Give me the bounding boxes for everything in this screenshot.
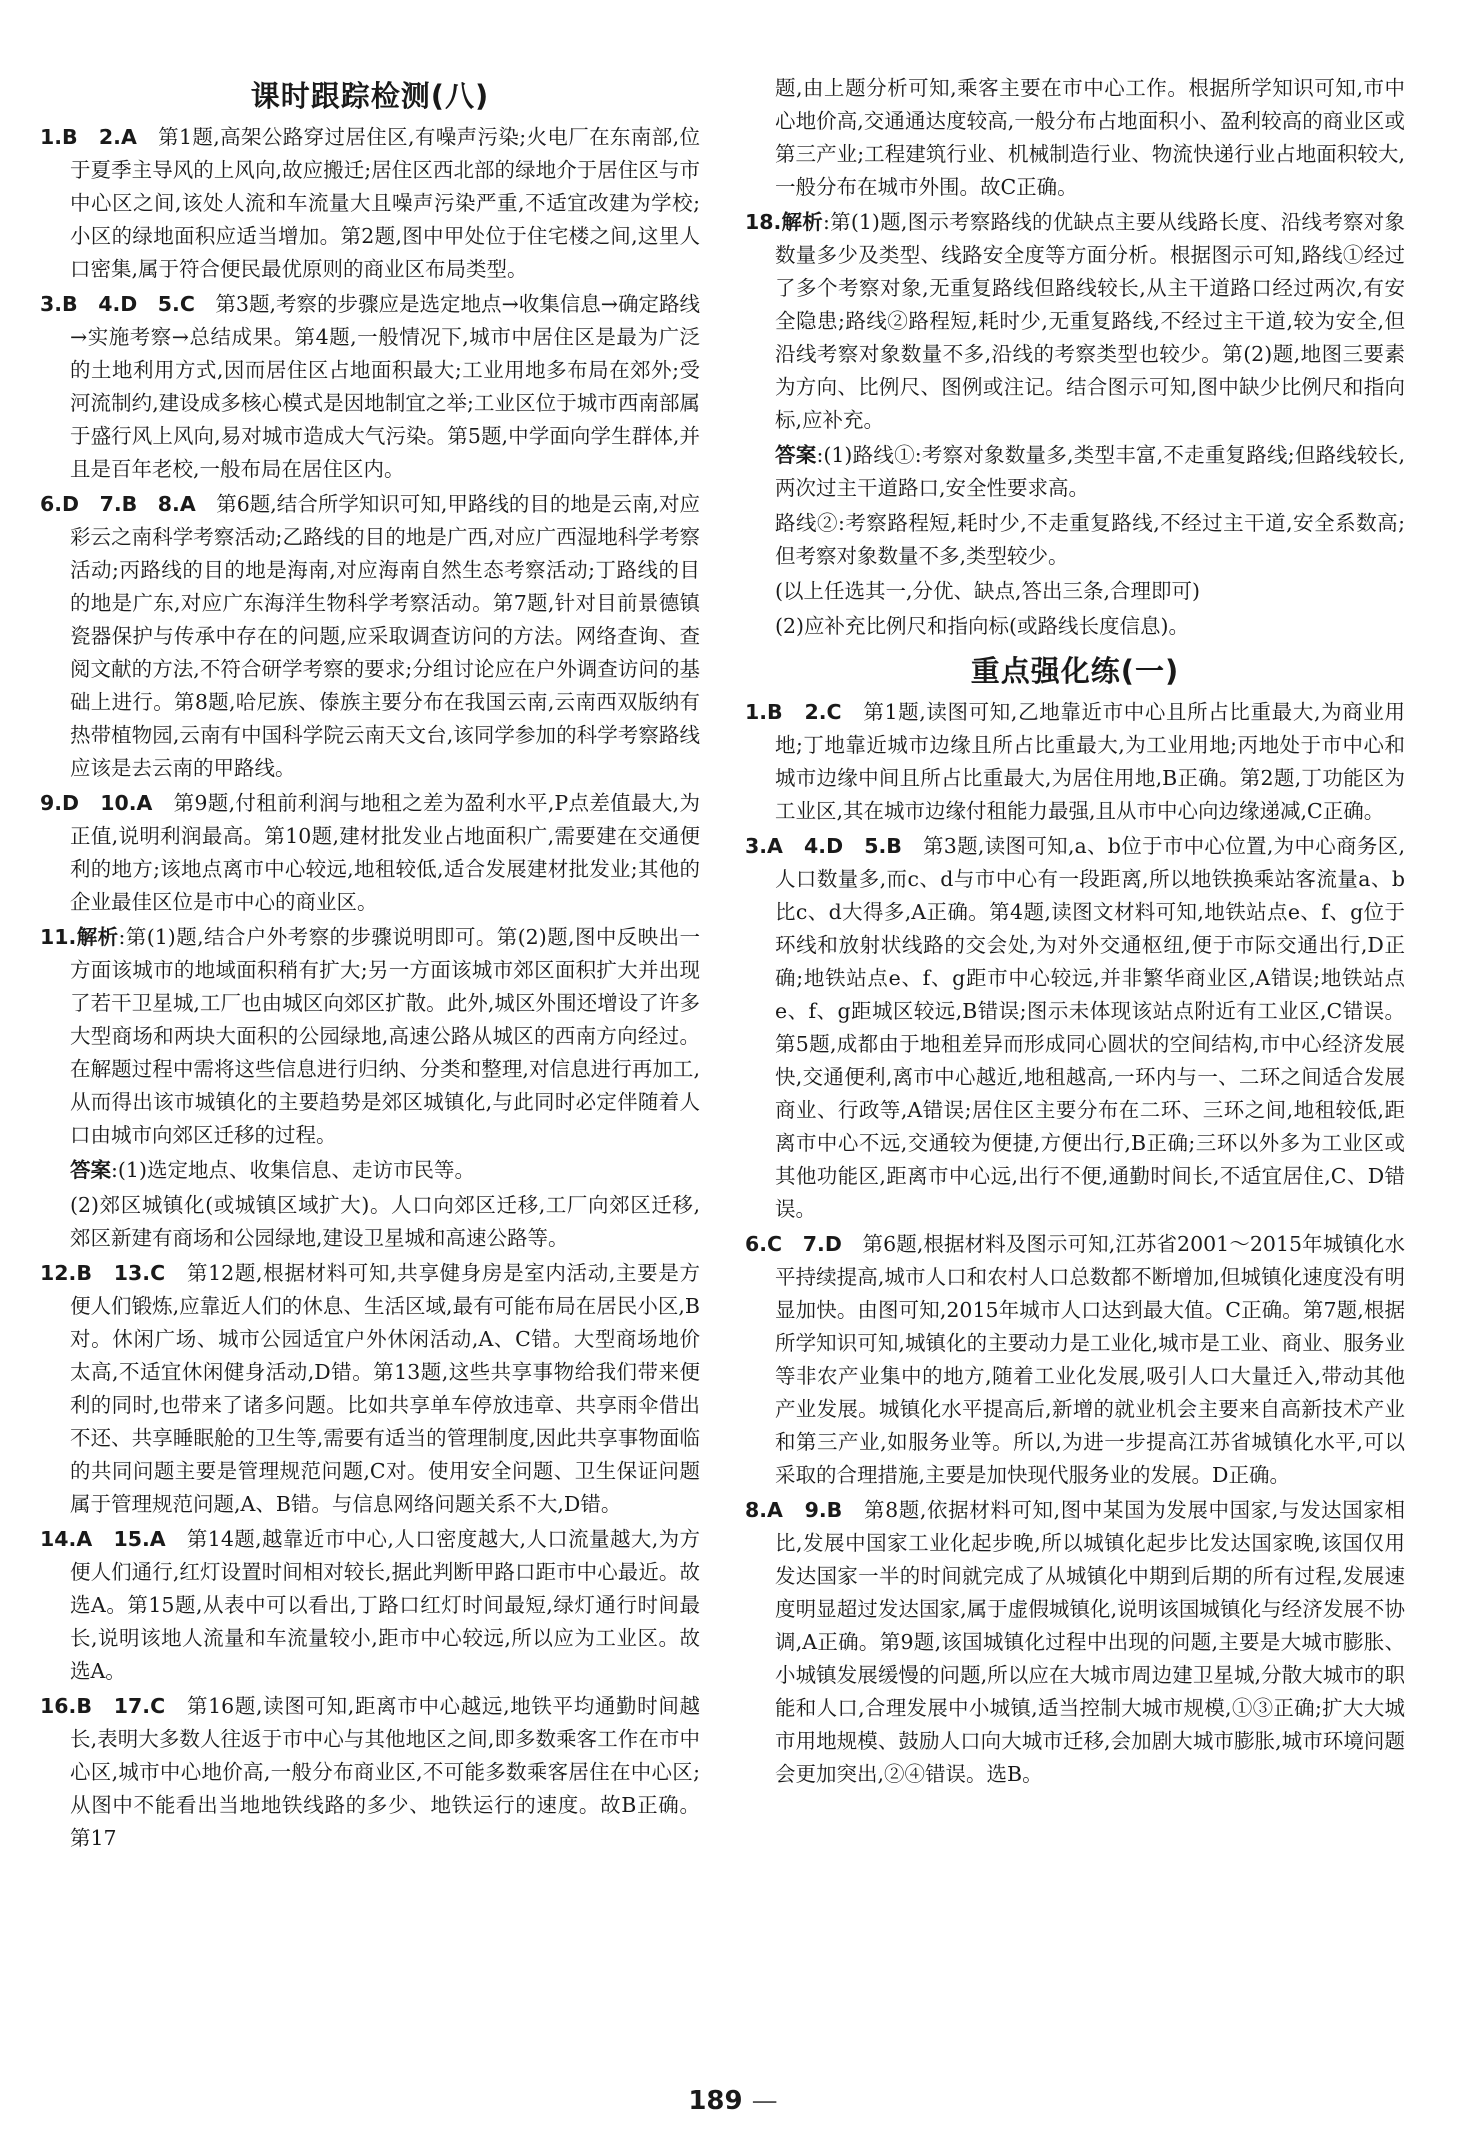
page-number: 189	[688, 2086, 743, 2116]
left-entry	[40, 488, 700, 785]
left-entry	[40, 921, 700, 1152]
question-18-answer	[745, 439, 1405, 505]
question-number: 3.B 4.D 5.C	[40, 292, 195, 316]
right-entry	[745, 1494, 1405, 1791]
answer-label: 答案	[775, 443, 817, 467]
entry-text: 第8题,依据材料可知,图中某国为发展中国家,与发达国家相比,发展中国家工业化起步晚,所以城镇化起步比发达国家晚,该国仅用发达国家一半的时间就完成了从城镇化中期到后期的所有过程,发展速度明显超过发达国家,属于虚假城镇化,说明该国城镇化与经济发展不协调,A正确。第9题,该国城镇化过程中出现的问题,主要是大城市膨胀、小城镇发展缓慢的问题,所以应在大城市周边建卫星城,分散大城市的职能和人口,合理发展中小城镇,适当控制大城市规模,①③正确;扩大大城市用地规模、鼓励人口向大城市迁移,会加剧大城市膨胀,城市环境问题会更加突出,②④错误。选B。	[775, 1498, 1406, 1786]
entry-text: 第12题,根据材料可知,共享健身房是室内活动,主要是方便人们锻炼,应靠近人们的休息、生活区域,最有可能布局在居民小区,B对。休闲广场、城市公园适宜户外休闲活动,A、C错。大型商场地价太高,不适宜休闲健身活动,D错。第13题,这些共享事物给我们带来便利的同时,也带来了诸多问题。比如共享单车停放违章、共享雨伞借出不还、共享睡眠舱的卫生等,需要有适当的管理制度,因此共享事物面临的共同问题主要是管理规范问题,C对。使用安全问题、卫生保证问题属于管理规范问题,A、B错。与信息网络问题关系不大,D错。	[70, 1261, 700, 1516]
entry-text: 第6题,根据材料及图示可知,江苏省2001～2015年城镇化水平持续提高,城市人口和农村人口总数都不断增加,但城镇化速度没有明显加快。由图可知,2015年城市人口达到最大值。C正确。第7题,根据所学知识可知,城镇化的主要动力是工业化,城市是工业、商业、服务业等非农产业集中的地方,随着工业化发展,吸引人口大量迁入,带动其他产业发展。城镇化水平提高后,新增的就业机会主要来自高新技术产业和第三产业,如服务业等。所以,为进一步提高江苏省城镇化水平,可以采取的合理措施,主要是加快现代服务业的发展。D正确。	[775, 1232, 1405, 1487]
entry-text: :第(1)题,结合户外考察的步骤说明即可。第(2)题,图中反映出一方面该城市的地域面积稍有扩大;另一方面该城市郊区面积扩大并出现了若干卫星城,工厂也由城区向郊区扩散。此外,城区外围还增设了许多大型商场和两块大面积的公园绿地,高速公路从城区的西南方向经过。在解题过程中需将这些信息进行归纳、分类和整理,对信息进行再加工,从而得出该市城镇化的主要趋势是郊区城镇化,与此同时必定伴随着人口由城市向郊区迁移的过程。	[70, 925, 700, 1147]
question-number: 14.A 15.A	[40, 1527, 166, 1551]
left-entry	[40, 121, 700, 286]
left-entry	[40, 1257, 700, 1521]
left-entries	[40, 121, 700, 1855]
entry-text: 第16题,读图可知,距离市中心越远,地铁平均通勤时间越长,表明大多数人往返于市中心与其他地区之间,即多数乘客工作在市中心区,城市中心地价高,一般分布商业区,不可能多数乘客居住在中心区;从图中不能看出当地地铁线路的多少、地铁运行的速度。故B正确。第17	[70, 1694, 700, 1850]
left-entry	[40, 787, 700, 919]
left-column	[40, 74, 700, 1857]
entry-text: 第1题,高架公路穿过居住区,有噪声污染;火电厂在东南部,位于夏季主导风的上风向,故应搬迁;居住区西北部的绿地介于居住区与市中心区之间,该处人流和车流量大且噪声污染严重,不适宜改建为学校;小区的绿地面积应适当增加。第2题,图中甲处位于住宅楼之间,这里人口密集,属于符合便民最优原则的商业区布局类型。	[70, 125, 701, 281]
right-entry	[745, 830, 1405, 1226]
question-number: 11.解析	[40, 925, 119, 949]
question-18-text: :第(1)题,图示考察路线的优缺点主要从线路长度、沿线考察对象数量多少及类型、线路安全度等方面分析。根据图示可知,路线①经过了多个考察对象,无重复路线但路线较长,从主干道路口经过两次,有安全隐患;路线②路程短,耗时少,无重复路线,不经过主干道,较为安全,但沿线考察对象数量不多,沿线的考察类型也较少。第(2)题,地图三要素为方向、比例尺、图例或注记。结合图示可知,图中缺少比例尺和指向标,应补充。	[775, 210, 1405, 432]
right-entries	[745, 696, 1405, 1791]
question-number: 1.B 2.C	[745, 700, 842, 724]
page-footer	[0, 2086, 1466, 2116]
entry-text: 第14题,越靠近市中心,人口密度越大,人口流量越大,为方便人们通行,红灯设置时间相对较长,据此判断甲路口距市中心最近。故选A。第15题,从表中可以看出,丁路口红灯时间最短,绿灯通行时间最长,说明该地人流量和车流量较小,距市中心较远,所以应为工业区。故选A。	[70, 1527, 700, 1683]
left-entry	[40, 288, 700, 486]
footer-dash: —	[751, 2086, 778, 2116]
entry-text: 第3题,考察的步骤应是选定地点→收集信息→确定路线→实施考察→总结成果。第4题,一般情况下,城市中居住区是最为广泛的土地利用方式,因而居住区占地面积最大;工业用地多布局在郊外;受河流制约,建设成多核心模式是因地制宜之举;工业区位于城市西南部属于盛行风上风向,易对城市造成大气污染。第5题,中学面向学生群体,并且是百年老校,一般布局在居住区内。	[70, 292, 700, 481]
question-number: 3.A 4.D 5.B	[745, 834, 902, 858]
question-18-number: 18.解析	[745, 210, 824, 234]
section-title-left: 课时跟踪检测(八)	[250, 79, 490, 113]
continuation-paragraph	[745, 72, 1405, 204]
answer-note: (以上任选其一,分优、缺点,答出三条,合理即可)	[775, 579, 1201, 603]
left-entry	[40, 1189, 700, 1255]
left-entry	[40, 1154, 700, 1187]
entry-text: 第6题,结合所学知识可知,甲路线的目的地是云南,对应彩云之南科学考察活动;乙路线的目的地是广西,对应广西湿地科学考察活动;丙路线的目的地是海南,对应海南自然生态考察活动;丁路线的目的地是广东,对应广东海洋生物科学考察活动。第7题,针对目前景德镇瓷器保护与传承中存在的问题,应采取调查访问的方法。网络查询、查阅文献的方法,不符合研学考察的要求;分组讨论应在户外调查访问的基础上进行。第8题,哈尼族、傣族主要分布在我国云南,云南西双版纳有热带植物园,云南有中国科学院云南天文台,该同学参加的科学考察路线应该是去云南的甲路线。	[70, 492, 700, 780]
question-number: 8.A 9.B	[745, 1498, 843, 1522]
answer-part-1: :(1)路线①:考察对象数量多,类型丰富,不走重复路线;但路线较长,两次过主干道路口,安全性要求高。	[775, 443, 1405, 500]
left-entry	[40, 1690, 700, 1855]
section-title-right: 重点强化练(一)	[970, 654, 1180, 688]
question-number: 12.B 13.C	[40, 1261, 166, 1285]
right-entry	[745, 696, 1405, 828]
right-entry	[745, 1228, 1405, 1492]
entry-text: :(1)选定地点、收集信息、走访市民等。	[111, 1158, 475, 1182]
question-number: 答案	[70, 1158, 111, 1182]
continuation-text: 题,由上题分析可知,乘客主要在市中心工作。根据所学知识可知,市中心地价高,交通通达度较高,一般分布占地面积小、盈利较高的商业区或第三产业;工程建筑行业、机械制造行业、物流快递行业占地面积较大,一般分布在城市外围。故C正确。	[775, 76, 1405, 199]
answer-part-2: (2)应补充比例尺和指向标(或路线长度信息)。	[775, 614, 1190, 638]
entry-text: 第3题,读图可知,a、b位于市中心位置,为中心商务区,人口数量多,而c、d与市中心有一段距离,所以地铁换乘站客流量a、b比c、d大得多,A正确。第4题,读图文材料可知,地铁站点e、f、g位于环线和放射状线路的交会处,为对外交通枢纽,便于市际交通出行,D正确;地铁站点e、f、g距市中心较远,并非繁华商业区,A错误;地铁站点e、f、g距城区较远,B错误;图示未体现该站点附近有工业区,C错误。第5题,成都由于地租差异而形成同心圆状的空间结构,市中心经济发展快,交通便利,离市中心越近,地租越高,一环内与一、二环之间适合发展商业、行政等,A错误;居住区主要分布在二环、三环之间,地租较低,距离市中心不远,交通较为便捷,方便出行,B正确;三环以外多为工业区或其他功能区,距离市中心远,出行不便,通勤时间长,不适宜居住,C、D错误。	[775, 834, 1405, 1221]
entry-text: (2)郊区城镇化(或城镇区域扩大)。人口向郊区迁移,工厂向郊区迁移,郊区新建有商场和公园绿地,建设卫星城和高速公路等。	[70, 1193, 700, 1250]
left-entry	[40, 1523, 700, 1688]
entry-text: 第9题,付租前利润与地租之差为盈利水平,P点差值最大,为正值,说明利润最高。第10题,建材批发业占地面积广,需要建在交通便利的地方;该地点离市中心较远,地租较低,适合发展建材批发业;其他的企业最佳区位是市中心的商业区。	[70, 791, 700, 914]
question-number: 6.C 7.D	[745, 1232, 842, 1256]
answer-route-2: 路线②:考察路程短,耗时少,不走重复路线,不经过主干道,安全系数高;但考察对象数量不多,类型较少。	[775, 511, 1405, 568]
right-column	[745, 72, 1405, 1793]
entry-text: 第1题,读图可知,乙地靠近市中心且所占比重最大,为商业用地;丁地靠近城市边缘且所占比重最大,为工业用地;丙地处于市中心和城市边缘中间且所占比重最大,为居住用地,B正确。第2题,丁功能区为工业区,其在城市边缘付租能力最强,且从市中心向边缘递减,C正确。	[775, 700, 1405, 823]
question-18	[745, 206, 1405, 437]
question-number: 1.B 2.A	[40, 125, 137, 149]
question-number: 6.D 7.B 8.A	[40, 492, 196, 516]
question-number: 16.B 17.C	[40, 1694, 166, 1718]
question-number: 9.D 10.A	[40, 791, 153, 815]
